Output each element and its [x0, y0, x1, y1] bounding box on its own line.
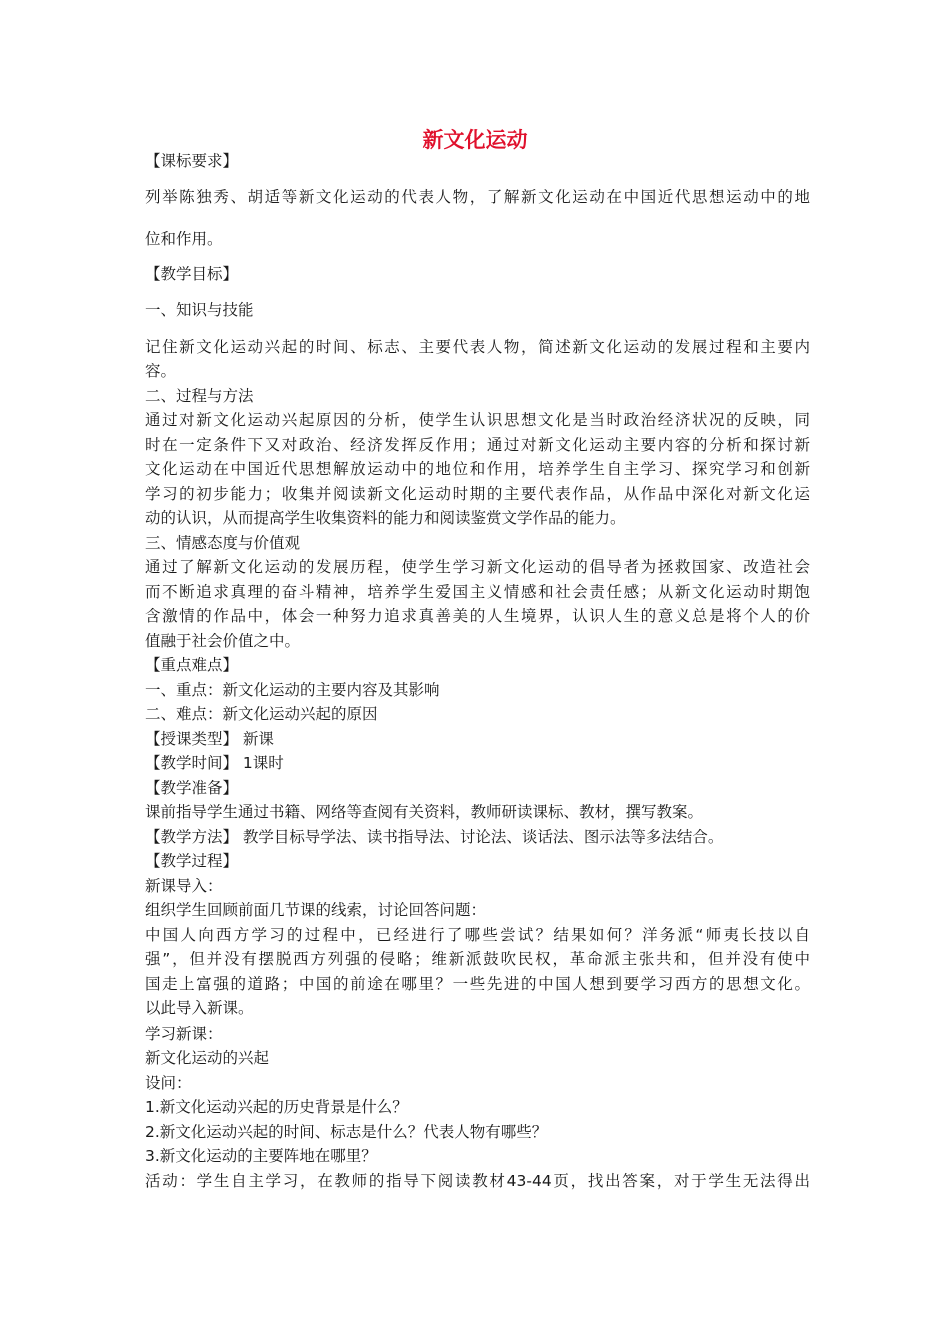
text-line: 新文化运动的兴起	[145, 1049, 270, 1067]
text-line: 值融于社会价值之中。	[145, 632, 301, 650]
text-line: 【教学方法】 教学目标导学法、读书指导法、讨论法、谈话法、图示法等多法结合。	[145, 828, 724, 846]
text-line: 强”，但并没有摆脱西方列强的侵略；维新派鼓吹民权，革命派主张共和，但并没有使中	[145, 950, 810, 968]
text-line: 中国人向西方学习的过程中，已经进行了哪些尝试？结果如何？洋务派“师夷长技以自	[145, 926, 810, 944]
text-line: 通过了解新文化运动的发展历程，使学生学习新文化运动的倡导者为拯救国家、改造社会	[145, 558, 810, 576]
text-line: 学习新课：	[145, 1025, 223, 1043]
text-line: 【教学过程】	[145, 852, 239, 870]
text-line: 二、过程与方法	[145, 387, 254, 405]
text-line: 国走上富强的道路；中国的前途在哪里？一些先进的中国人想到要学习西方的思想文化。	[145, 975, 810, 993]
text-line: 一、重点：新文化运动的主要内容及其影响	[145, 681, 440, 699]
text-line: 通过对新文化运动兴起原因的分析，使学生认识思想文化是当时政治经济状况的反映，同	[145, 411, 810, 429]
text-line: 时在一定条件下又对政治、经济发挥反作用；通过对新文化运动主要内容的分析和探讨新	[145, 436, 810, 454]
text-line: 文化运动在中国近代思想解放运动中的地位和作用，培养学生自主学习、探究学习和创新	[145, 460, 810, 478]
text-line: 新课导入：	[145, 877, 223, 895]
text-line: 学习的初步能力；收集并阅读新文化运动时期的主要代表作品，从作品中深化对新文化运	[145, 485, 810, 503]
text-line: 含激情的作品中，体会一种努力追求真善美的人生境界，认识人生的意义总是将个人的价	[145, 607, 810, 625]
text-line: 【授课类型】 新课	[145, 730, 274, 748]
text-line: 【教学目标】	[145, 265, 239, 283]
text-line: 设问：	[145, 1074, 192, 1092]
text-line: 动的认识，从而提高学生收集资料的能力和阅读鉴赏文学作品的能力。	[145, 509, 626, 527]
text-line: 而不断追求真理的奋斗精神，培养学生爱国主义情感和社会责任感；从新文化运动时期饱	[145, 583, 810, 601]
text-line: 活动：学生自主学习，在教师的指导下阅读教材43-44页，找出答案，对于学生无法得出	[145, 1172, 810, 1190]
text-line: 【重点难点】	[145, 656, 239, 674]
text-line: 以此导入新课。	[145, 999, 254, 1017]
text-line: 三、情感态度与价值观	[145, 534, 301, 552]
text-line: 位和作用。	[145, 230, 223, 248]
text-line: 【教学时间】 1课时	[145, 754, 284, 772]
text-line: 二、难点：新文化运动兴起的原因	[145, 705, 378, 723]
text-line: 【课标要求】	[145, 152, 239, 170]
text-line: 3.新文化运动的主要阵地在哪里？	[145, 1147, 377, 1165]
text-line: 记住新文化运动兴起的时间、标志、主要代表人物，简述新文化运动的发展过程和主要内	[145, 338, 810, 356]
text-line: 组织学生回顾前面几节课的线索，讨论回答问题：	[145, 901, 487, 919]
page-title: 新文化运动	[422, 128, 528, 152]
text-line: 【教学准备】	[145, 779, 239, 797]
text-line: 课前指导学生通过书籍、网络等查阅有关资料，教师研读课标、教材，撰写教案。	[145, 803, 704, 821]
text-line: 1.新文化运动兴起的历史背景是什么？	[145, 1098, 408, 1116]
text-line: 一、知识与技能	[145, 301, 254, 319]
text-line: 列举陈独秀、胡适等新文化运动的代表人物，了解新文化运动在中国近代思想运动中的地	[145, 188, 810, 206]
text-line: 2.新文化运动兴起的时间、标志是什么？代表人物有哪些？	[145, 1123, 548, 1141]
text-line: 容。	[145, 362, 177, 380]
